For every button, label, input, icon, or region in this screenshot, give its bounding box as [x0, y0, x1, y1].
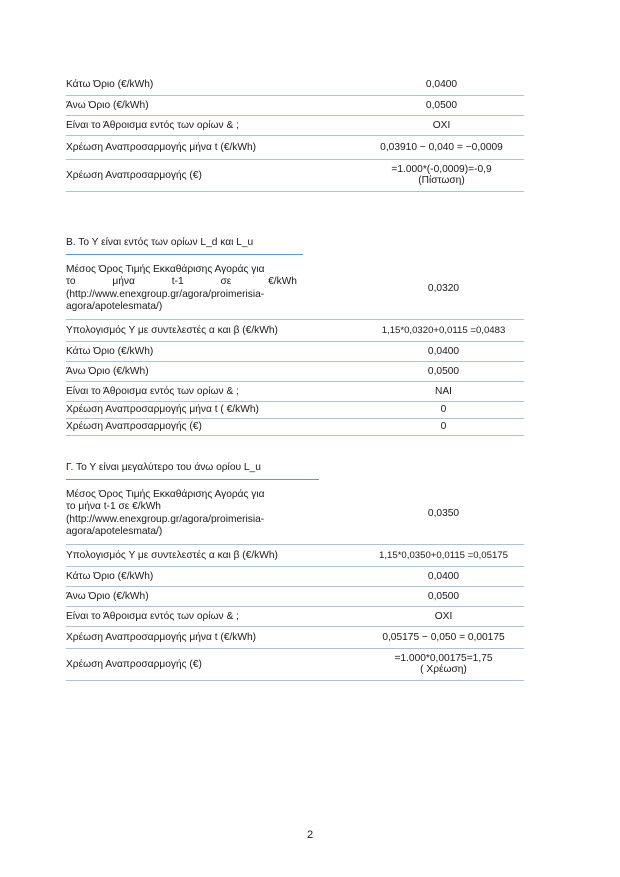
- table-row: [66, 566, 524, 586]
- row-value: 0,0350: [363, 484, 524, 544]
- row-value: ΝΑΙ: [363, 381, 524, 401]
- row-label: [66, 259, 363, 319]
- row-value: [359, 159, 524, 191]
- row-value: 0,0500: [363, 361, 524, 381]
- row-value: 0,0500: [359, 95, 524, 115]
- row-label-line: Μέσος Όρος Τιμής Εκκαθάρισης Αγοράς για: [66, 488, 265, 500]
- row-value: [363, 648, 524, 680]
- section-c-heading-text: Γ. Το Υ είναι μεγαλύτερο του άνω ορίου L_u: [66, 462, 261, 473]
- row-label-line: (http://www.enexgroup.gr/agora/proimerisia-: [66, 288, 265, 300]
- row-label-line: Μέσος Όρος Τιμής Εκκαθάρισης Αγοράς για: [66, 263, 265, 275]
- table-row: [66, 484, 524, 544]
- table-row: [66, 341, 524, 361]
- table-row: [66, 586, 524, 606]
- row-label: Υπολογισμός Υ με συντελεστές α και β (€/kWh): [66, 319, 363, 341]
- row-value: 1,15*0,0320+0,0115 =0,0483: [363, 319, 524, 341]
- row-label: Άνω Όριο (€/kWh): [66, 95, 359, 115]
- row-label: Κάτω Όριο (€/kWh): [66, 75, 359, 95]
- heading-underline: [66, 254, 303, 255]
- row-label: Άνω Όριο (€/kWh): [66, 586, 363, 606]
- heading-underline: [66, 479, 319, 480]
- row-label: Είναι το Άθροισμα εντός των ορίων & ;: [66, 381, 363, 401]
- row-value: 0: [363, 418, 524, 435]
- row-label-line: το μήνα t-1 σε €/kWh: [66, 501, 161, 513]
- row-value: 0: [363, 401, 524, 418]
- row-value-line2: (Πίστωση): [418, 175, 465, 186]
- row-value: 0,0400: [363, 341, 524, 361]
- row-label-line: agora/apotelesmata/): [66, 526, 163, 538]
- row-label: Χρέωση Αναπροσαρμογής μήνα t (€/kWh): [66, 626, 363, 648]
- table-section-b: [66, 259, 524, 436]
- table-row: [66, 135, 524, 159]
- table-row: [66, 159, 524, 191]
- table-section-a: [66, 75, 524, 192]
- section-b-heading-text: Β. Το Υ είναι εντός των ορίων L_d και L_u: [66, 237, 254, 248]
- table-row: [66, 361, 524, 381]
- row-value: 0,0400: [359, 75, 524, 95]
- table-row: [66, 381, 524, 401]
- table-row: [66, 95, 524, 115]
- row-label: Υπολογισμός Υ με συντελεστές α και β (€/kWh): [66, 544, 363, 566]
- row-label: Είναι το Άθροισμα εντός των ορίων & ;: [66, 115, 359, 135]
- row-value: ΟΧΙ: [359, 115, 524, 135]
- table-row: [66, 115, 524, 135]
- table-row: [66, 259, 524, 319]
- row-label-line-text: το μήνα t-1 σε €/kWh: [66, 276, 297, 288]
- row-value-line1: =1.000*0,00175=1,75: [394, 653, 493, 664]
- table-row: [66, 606, 524, 626]
- row-label: Κάτω Όριο (€/kWh): [66, 566, 363, 586]
- row-label: [66, 484, 363, 544]
- row-value: ΟΧΙ: [363, 606, 524, 626]
- row-value: 0,05175 − 0,050 = 0,00175: [363, 626, 524, 648]
- row-label: Χρέωση Αναπροσαρμογής (€): [66, 648, 363, 680]
- row-value-line1: =1.000*(-0,0009)=-0,9: [391, 164, 492, 175]
- table-row: [66, 626, 524, 648]
- section-b-heading: [66, 237, 253, 248]
- table-section-c: [66, 484, 524, 681]
- row-value-line2: ( Χρέωση): [420, 664, 467, 675]
- row-label: Χρέωση Αναπροσαρμογής (€): [66, 418, 363, 435]
- page-number: 2: [306, 829, 314, 841]
- row-label: Χρέωση Αναπροσαρμογής μήνα t ( €/kWh): [66, 401, 363, 418]
- row-label: Χρέωση Αναπροσαρμογής μήνα t (€/kWh): [66, 135, 359, 159]
- table-row: [66, 418, 524, 435]
- row-value: 0,0400: [363, 566, 524, 586]
- row-label-line: agora/apotelesmata/): [66, 301, 163, 313]
- row-label: Κάτω Όριο (€/kWh): [66, 341, 363, 361]
- section-c-heading: [66, 462, 261, 473]
- table-row: [66, 648, 524, 680]
- row-label-line: (http://www.enexgroup.gr/agora/proimerisia-: [66, 513, 265, 525]
- table-row: [66, 544, 524, 566]
- table-row: [66, 319, 524, 341]
- row-value: 0,0320: [363, 259, 524, 319]
- row-value: 0,0500: [363, 586, 524, 606]
- row-label: Χρέωση Αναπροσαρμογής (€): [66, 159, 359, 191]
- row-value: 0,03910 − 0,040 = −0,0009: [359, 135, 524, 159]
- row-value: 1,15*0,0350+0,0115 =0,05175: [363, 544, 524, 566]
- table-row: [66, 401, 524, 418]
- row-label: Είναι το Άθροισμα εντός των ορίων & ;: [66, 606, 363, 626]
- row-label: Άνω Όριο (€/kWh): [66, 361, 363, 381]
- row-label-line: [66, 276, 359, 289]
- table-row: [66, 75, 524, 95]
